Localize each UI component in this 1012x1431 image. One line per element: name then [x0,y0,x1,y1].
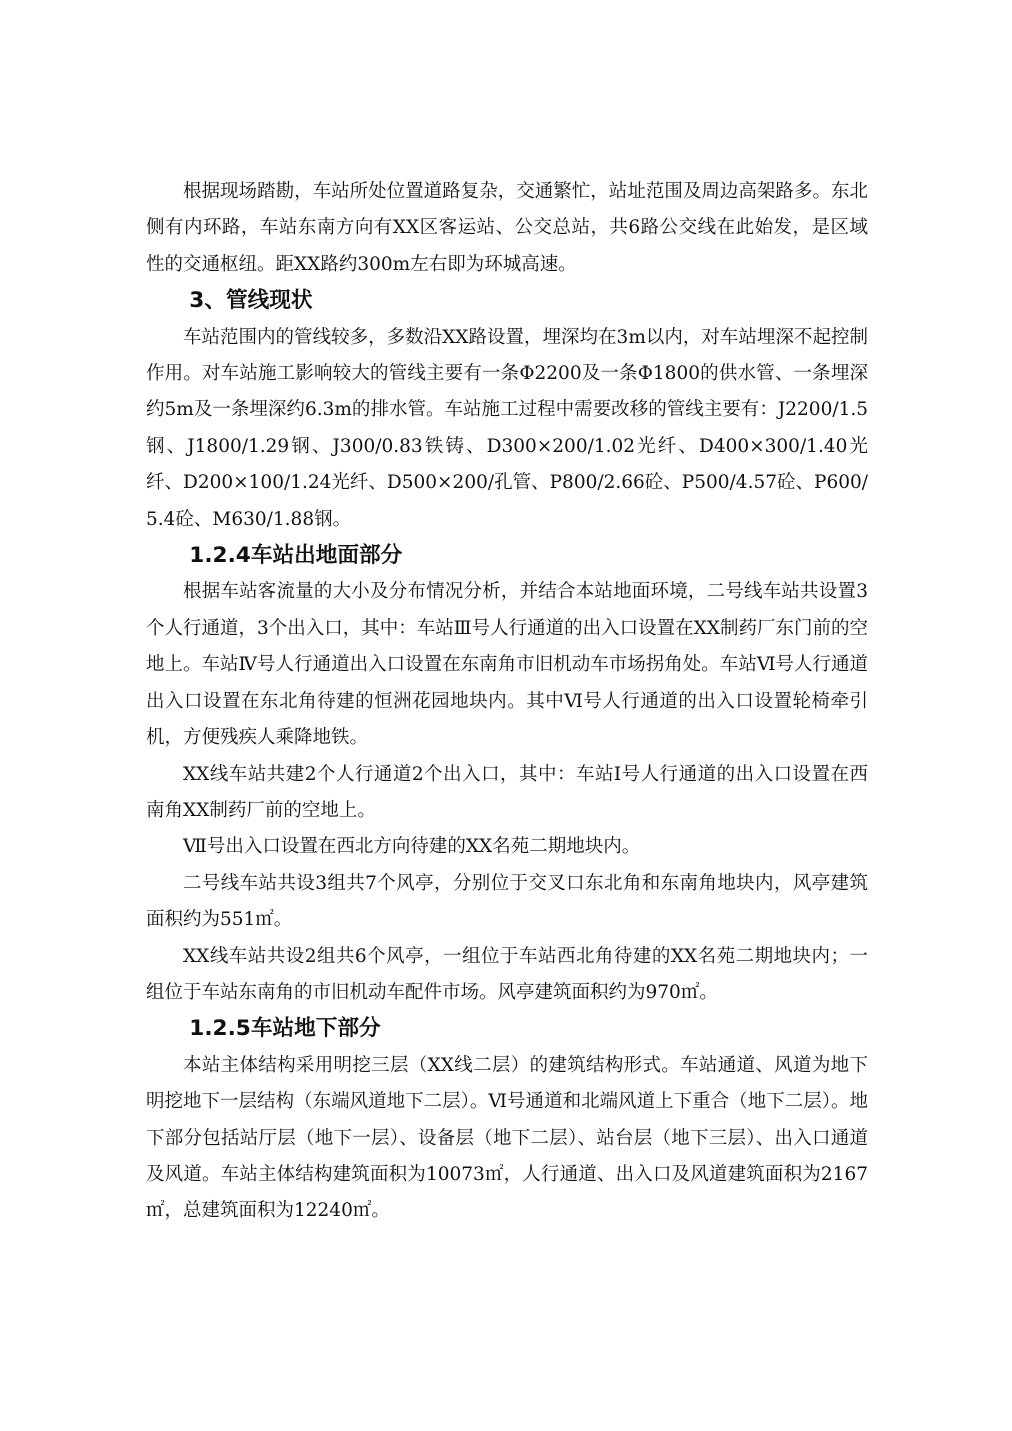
document-page [146,174,868,1230]
heading-underground: 1.2.5车站地下部分 [189,1016,381,1042]
paragraph-entrance-7: Ⅶ号出入口设置在西北方向待建的XX名苑二期地块内。 [183,836,641,858]
paragraph-xx-line-entrances: XX线车站共建2个人行通道2个出入口，其中：车站Ⅰ号人行通道的出入口设置在西南角XX制药厂前的空地上。 [146,763,868,821]
paragraph-line2-entrances: 根据车站客流量的大小及分布情况分析，并结合本站地面环境，二号线车站共设置3个人行通道，3个出入口，其中：车站Ⅲ号人行通道的出入口设置在XX制药厂东门前的空地上。车站Ⅳ号人行通道出入口设置在东南角市旧机动车市场拐角处。车站Ⅵ号人行通道出入口设置在东北角待建的恒洲花园地块内。其中Ⅵ号人行通道的出入口设置轮椅牵引机，方便残疾人乘降地铁。 [146,581,868,749]
paragraph-underground-structure: 本站主体结构采用明挖三层（XX线二层）的建筑结构形式。车站通道、风道为地下明挖地下一层结构（东端风道地下二层）。Ⅵ号通道和北端风道上下重合（地下二层）。地下部分包括站厅层（地下一层）、设备层（地下二层）、站台层（地下三层）、出入口通道及风道。车站主体结构建筑面积为10073㎡，人行通道、出入口及风道建筑面积为2167㎡，总建筑面积为12240㎡。 [146,1054,868,1222]
paragraph-pipeline-status: 车站范围内的管线较多，多数沿XX路设置，埋深均在3m以内，对车站埋深不起控制作用。对车站施工影响较大的管线主要有一条Φ2200及一条Φ1800的供水管、一条埋深约5m及一条埋深约6.3m的排水管。车站施工过程中需要改移的管线主要有：J2200/1.5钢、J1800/1.29钢、J300/0.83铁铸、D300×200/1.02光纤、D400×300/1.40光纤、D200×100/1.24光纤、D500×200/孔管、P800/2.66砼、P500/4.57砼、P600/5.4砼、M630/1.88钢。 [146,326,868,530]
heading-above-ground: 1.2.4车站出地面部分 [189,543,403,569]
paragraph-traffic-status: 根据现场踏勘，车站所处位置道路复杂，交通繁忙，站址范围及周边高架路多。东北侧有内环路，车站东南方向有XX区客运站、公交总站，共6路公交线在此始发，是区域性的交通枢纽。距XX路约300m左右即为环城高速。 [146,181,868,275]
heading-pipeline-status: 3、管线现状 [189,288,313,314]
paragraph-xx-line-vent-kiosks: XX线车站共设2组共6个风亭，一组位于车站西北角待建的XX名苑二期地块内；一组位于车站东南角的市旧机动车配件市场。风亭建筑面积约为970㎡。 [146,945,868,1003]
paragraph-line2-vent-kiosks: 二号线车站共设3组共7个风亭，分别位于交叉口东北角和东南角地块内，风亭建筑面积约为551㎡。 [146,872,868,931]
